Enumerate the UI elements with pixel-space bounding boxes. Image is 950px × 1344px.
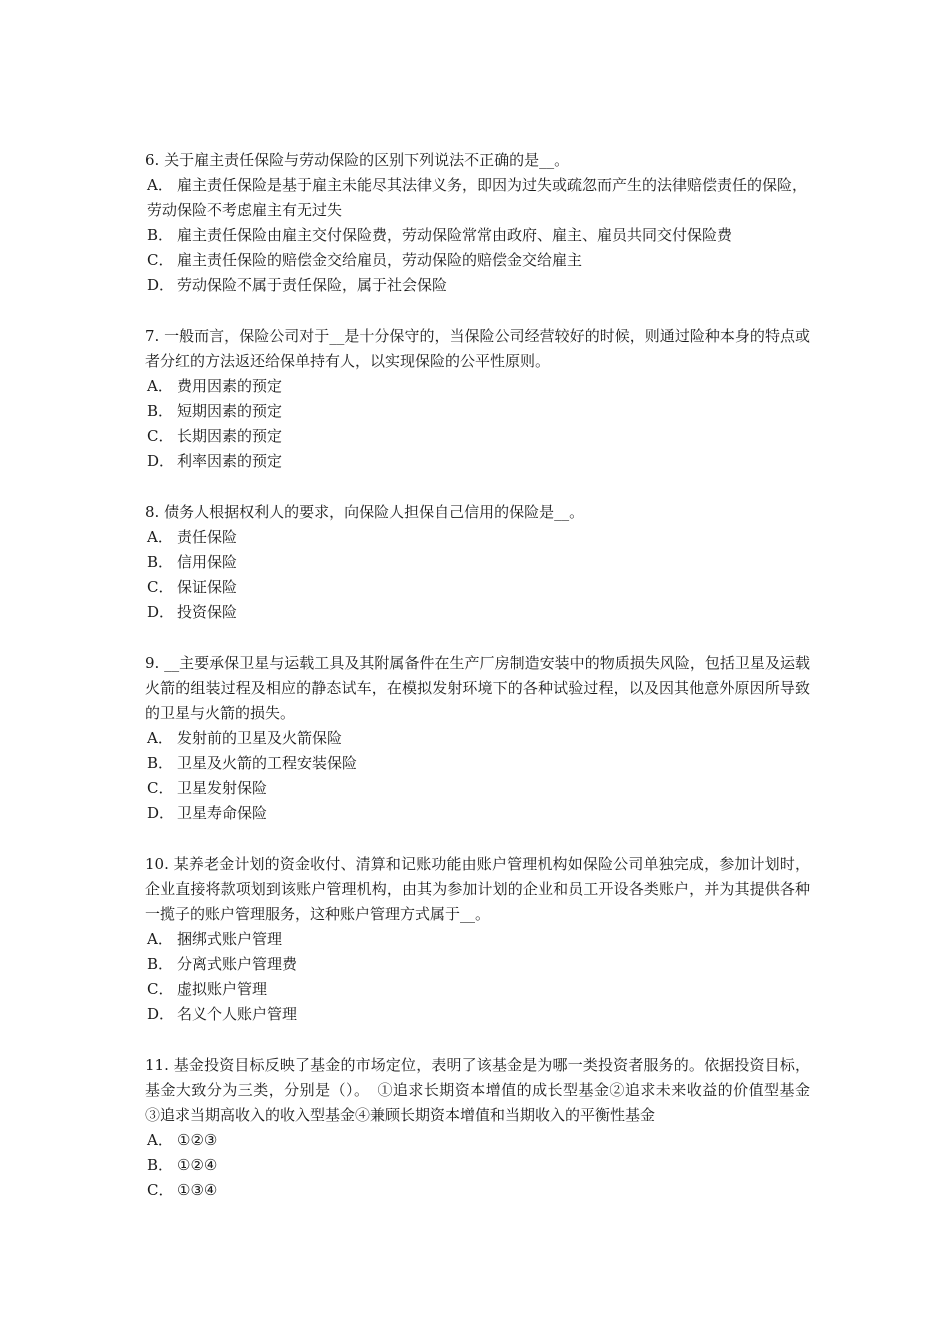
option-text: 雇主责任保险是基于雇主未能尽其法律义务，即因为过失或疏忽而产生的法律赔偿责任的保险，劳动保险不考虑雇主有无过失 xyxy=(147,176,808,219)
option-a xyxy=(145,173,810,223)
question-7 xyxy=(145,324,810,474)
option-letter: D． xyxy=(147,452,175,470)
option-text: 雇主责任保险的赔偿金交给雇员，劳动保险的赔偿金交给雇主 xyxy=(177,251,583,269)
question-10 xyxy=(145,852,810,1027)
option-letter: A． xyxy=(147,729,173,747)
option-c xyxy=(145,424,810,449)
option-letter: C． xyxy=(147,779,174,797)
option-b xyxy=(145,751,810,776)
option-text: 责任保险 xyxy=(177,528,238,546)
option-b xyxy=(145,550,810,575)
option-text: 名义个人账户管理 xyxy=(177,1005,298,1023)
option-b xyxy=(145,399,810,424)
option-text: 捆绑式账户管理 xyxy=(177,930,283,948)
option-letter: C． xyxy=(147,251,174,269)
option-letter: C． xyxy=(147,578,174,596)
question-stem: 7. 一般而言，保险公司对于__是十分保守的，当保险公司经营较好的时候，则通过险种本身的特点或者分红的方法返还给保单持有人，以实现保险的公平性原则。 xyxy=(145,327,810,370)
option-a xyxy=(145,1128,810,1153)
option-text: 劳动保险不属于责任保险，属于社会保险 xyxy=(177,276,448,294)
option-letter: A． xyxy=(147,377,173,395)
exam-page xyxy=(145,148,826,1229)
option-a xyxy=(145,525,810,550)
option-text: 分离式账户管理费 xyxy=(177,955,298,973)
question-11 xyxy=(145,1053,826,1203)
option-letter: A． xyxy=(147,176,173,194)
option-text: 雇主责任保险由雇主交付保险费，劳动保险常常由政府、雇主、雇员共同交付保险费 xyxy=(177,226,733,244)
question-stem: 9. __主要承保卫星与运载工具及其附属备件在生产厂房制造安装中的物质损失风险，包括卫星及运载火箭的组装过程及相应的静态试车，在模拟发射环境下的各种试验过程，以及因其他意外原因所导致的卫星与火箭的损失。 xyxy=(145,654,810,722)
option-text: 利率因素的预定 xyxy=(177,452,283,470)
option-text: 卫星及火箭的工程安装保险 xyxy=(177,754,358,772)
option-c xyxy=(145,1178,810,1203)
option-d xyxy=(145,273,810,298)
option-letter: D． xyxy=(147,804,175,822)
option-d xyxy=(145,801,810,826)
option-c xyxy=(145,776,810,801)
option-a xyxy=(145,927,810,952)
option-a xyxy=(145,726,810,751)
option-letter: B． xyxy=(147,553,174,571)
option-text: 保证保险 xyxy=(177,578,238,596)
option-text: 信用保险 xyxy=(177,553,238,571)
option-text: ①②④ xyxy=(177,1156,218,1174)
option-c xyxy=(145,248,810,273)
option-text: 费用因素的预定 xyxy=(177,377,283,395)
option-letter: D． xyxy=(147,276,175,294)
option-text: 卫星寿命保险 xyxy=(177,804,268,822)
option-letter: B． xyxy=(147,955,174,973)
option-b xyxy=(145,952,810,977)
option-letter: C． xyxy=(147,1181,174,1199)
question-9 xyxy=(145,651,810,826)
option-d xyxy=(145,600,810,625)
question-6 xyxy=(145,148,810,298)
option-letter: B． xyxy=(147,402,174,420)
option-text: 长期因素的预定 xyxy=(177,427,283,445)
option-text: 虚拟账户管理 xyxy=(177,980,268,998)
question-stem: 8. 债务人根据权利人的要求，向保险人担保自己信用的保险是__。 xyxy=(145,503,585,521)
option-letter: C． xyxy=(147,980,174,998)
option-text: 卫星发射保险 xyxy=(177,779,268,797)
question-stem: 10. 某养老金计划的资金收付、清算和记账功能由账户管理机构如保险公司单独完成，参加计划时，企业直接将款项划到该账户管理机构，由其为参加计划的企业和员工开设各类账户，并为其提供各种一揽子的账户管理服务，这种账户管理方式属于__。 xyxy=(145,855,810,923)
option-b xyxy=(145,1153,810,1178)
question-stem: 11. 基金投资目标反映了基金的市场定位，表明了该基金是为哪一类投资者服务的。依据投资目标，基金大致分为三类，分别是（）。 ①追求长期资本增值的成长型基金②追求未来收益的价值型基金 ③追求当期高收入的收入型基金④兼顾长期资本增值和当期收入的平衡性基金 xyxy=(145,1056,826,1124)
option-letter: B． xyxy=(147,754,174,772)
option-text: ①③④ xyxy=(177,1181,218,1199)
option-letter: C． xyxy=(147,427,174,445)
option-letter: A． xyxy=(147,528,173,546)
option-text: 发射前的卫星及火箭保险 xyxy=(177,729,343,747)
question-8 xyxy=(145,500,810,625)
option-b xyxy=(145,223,810,248)
option-text: 短期因素的预定 xyxy=(177,402,283,420)
question-stem: 6. 关于雇主责任保险与劳动保险的区别下列说法不正确的是__。 xyxy=(145,151,570,169)
option-letter: A． xyxy=(147,1131,173,1149)
option-letter: D． xyxy=(147,603,175,621)
option-a xyxy=(145,374,810,399)
option-d xyxy=(145,449,810,474)
option-d xyxy=(145,1002,810,1027)
option-c xyxy=(145,575,810,600)
option-text: 投资保险 xyxy=(177,603,238,621)
option-letter: D． xyxy=(147,1005,175,1023)
option-letter: B． xyxy=(147,1156,174,1174)
option-text: ①②③ xyxy=(177,1131,218,1149)
option-c xyxy=(145,977,810,1002)
option-letter: B． xyxy=(147,226,174,244)
option-letter: A． xyxy=(147,930,173,948)
